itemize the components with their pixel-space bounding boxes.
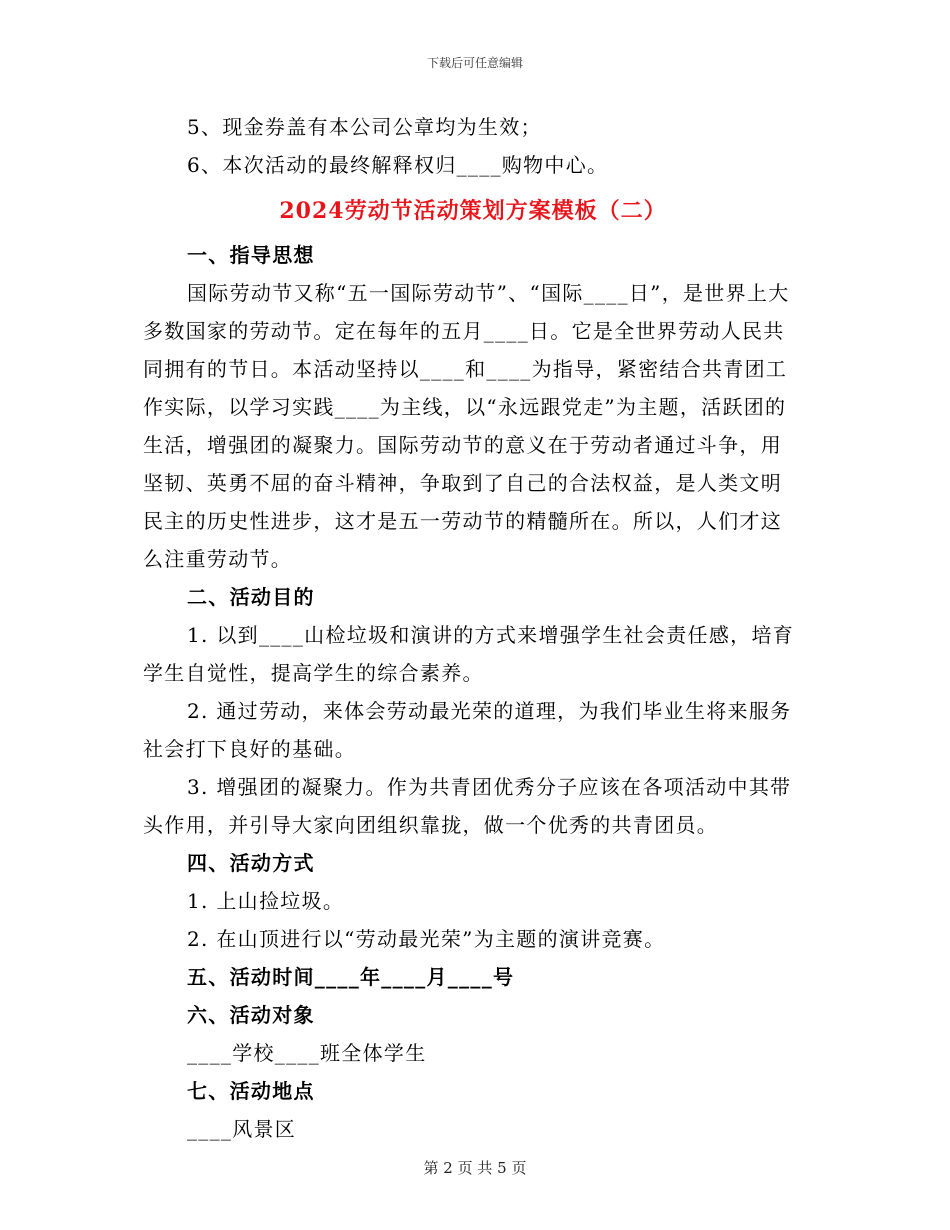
page-footer: 第 2 页 共 5 页: [423, 1159, 527, 1177]
section-heading-method: 四、活动方式: [187, 851, 315, 875]
document-body: [143, 108, 803, 1148]
section-heading-location: 七、活动地点: [187, 1079, 315, 1103]
purpose-item-1-text: 1. 以到____山检垃圾和演讲的方式来增强学生社会责任感，培育学生自觉性，提高学生的综合素养。: [143, 623, 795, 685]
prev-item-6: 6、本次活动的最终解释权归____购物中心。: [187, 153, 609, 177]
page-header: 下载后可任意编辑: [426, 56, 523, 70]
method-item-2: 2. 在山顶进行以“劳动最光荣”为主题的演讲竞赛。: [187, 927, 666, 951]
section-heading-guiding-thought: 一、指导思想: [187, 243, 315, 267]
guiding-thought-paragraph: [143, 274, 803, 578]
document-title: 2024劳动节活动策划方案模板（二）: [279, 198, 667, 224]
purpose-item-1: [143, 616, 803, 692]
section-heading-audience: 六、活动对象: [187, 1003, 315, 1027]
method-item-1: 1. 上山捡垃圾。: [187, 889, 345, 913]
section-heading-time: 五、活动时间____年____月____号: [187, 965, 515, 989]
purpose-item-2: [143, 692, 803, 768]
purpose-item-2-text: 2. 通过劳动，来体会劳动最光荣的道理，为我们毕业生将来服务社会打下良好的基础。: [143, 699, 792, 761]
purpose-item-3-text: 3. 增强团的凝聚力。作为共青团优秀分子应该在各项活动中其带头作用，并引导大家向团组织靠拢，做一个优秀的共青团员。: [143, 775, 792, 837]
guiding-thought-text: 国际劳动节又称“五一国际劳动节”、“国际____日”，是世界上大多数国家的劳动节。定在每年的五月____日。它是全世界劳动人民共同拥有的节日。本活动坚持以____和____为指导，紧密结合共青团工作实际，以学习实践____为主线，以“永远跟党走”为主题，活跃团的生活，增强团的凝聚力。国际劳动节的意义在于劳动者通过斗争，用坚韧、英勇不屈的奋斗精神，争取到了自己的合法权益，是人类文明民主的历史性进步，这才是五一劳动节的精髓所在。所以，人们才这么注重劳动节。: [143, 281, 790, 571]
audience-text: ____学校____班全体学生: [187, 1041, 427, 1065]
prev-item-5: 5、现金券盖有本公司公章均为生效；: [187, 115, 542, 139]
purpose-item-3: [143, 768, 803, 844]
location-text: ____风景区: [187, 1117, 297, 1141]
section-heading-purpose: 二、活动目的: [187, 585, 315, 609]
